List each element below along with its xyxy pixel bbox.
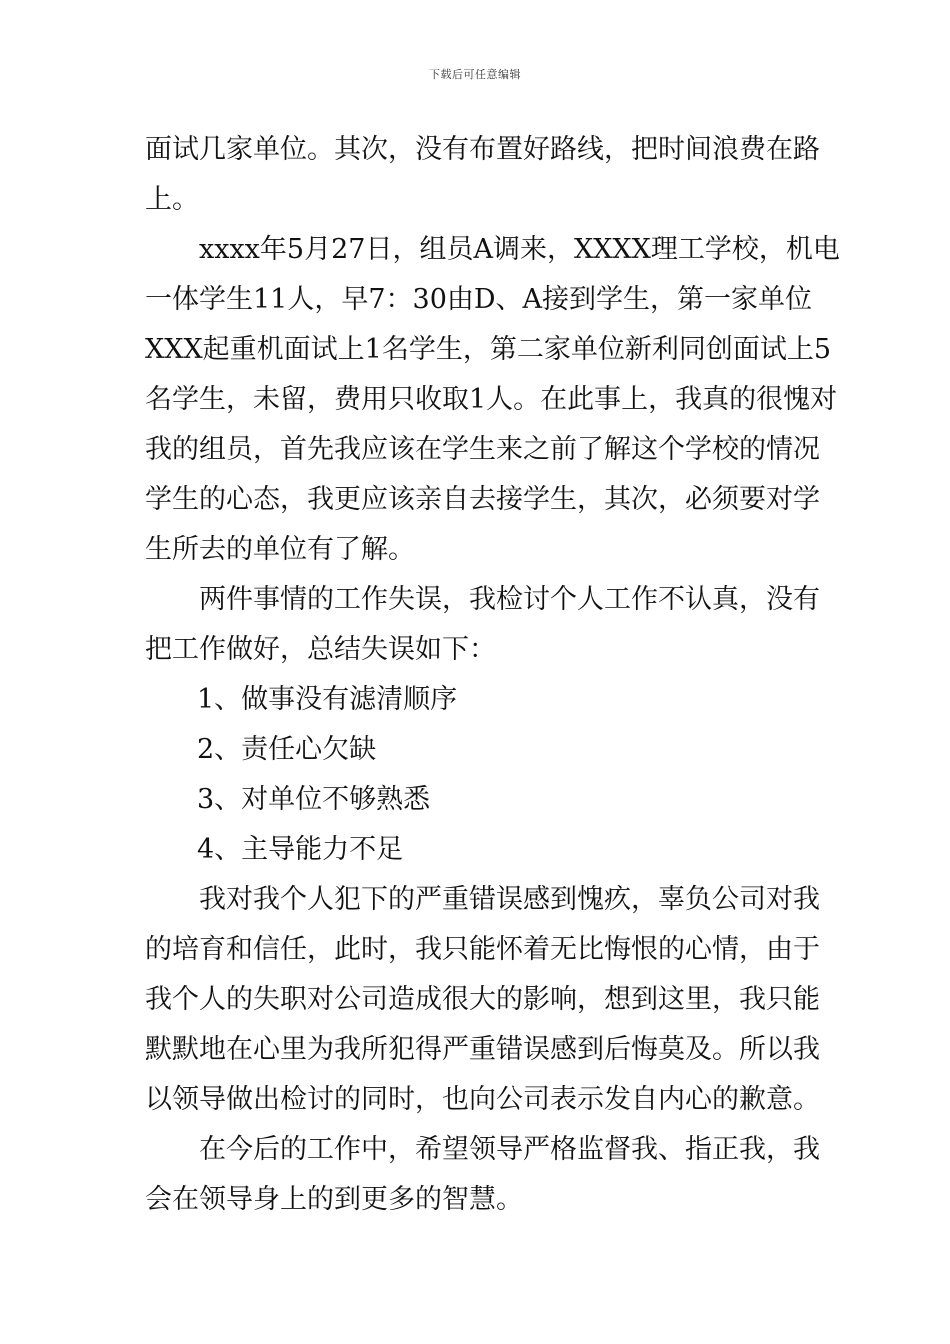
- page-header-note: 下载后可任意编辑: [429, 68, 521, 81]
- paragraph-1-line-1: 面试几家单位。其次，没有布置好路线，把时间浪费在路: [145, 134, 820, 165]
- paragraph-2-line-6: 学生的心态，我更应该亲自去接学生，其次，必须要对学: [145, 484, 820, 515]
- paragraph-1: [145, 125, 820, 225]
- paragraph-4-line-1: 我对我个人犯下的严重错误感到愧疚，辜负公司对我: [199, 884, 820, 915]
- paragraph-2-line-3: XXX起重机面试上1名学生，第二家单位新利同创面试上5: [145, 334, 832, 365]
- paragraph-5: [145, 1125, 820, 1225]
- paragraph-3: [145, 575, 820, 675]
- paragraph-2-line-5: 我的组员，首先我应该在学生来之前了解这个学校的情况: [145, 434, 820, 465]
- paragraph-2: [145, 225, 840, 575]
- paragraph-4-line-4: 默默地在心里为我所犯得严重错误感到后悔莫及。所以我: [145, 1034, 820, 1065]
- paragraph-5-line-2: 会在领导身上的到更多的智慧。: [145, 1184, 523, 1215]
- paragraph-2-line-4: 名学生，未留，费用只收取1人。在此事上，我真的很愧对: [145, 384, 838, 415]
- list-item-2: 2、责任心欠缺: [197, 734, 377, 765]
- document-body: [145, 125, 840, 1225]
- paragraph-4-line-5: 以领导做出检讨的同时，也向公司表示发自内心的歉意。: [145, 1084, 820, 1115]
- paragraph-4-line-2: 的培育和信任，此时，我只能怀着无比悔恨的心情，由于: [145, 934, 820, 965]
- list-item-1: 1、做事没有滤清顺序: [197, 684, 458, 715]
- paragraph-4: [145, 875, 820, 1125]
- paragraph-2-line-1: xxxx年5月27日，组员A调来，XXXX理工学校，机电: [199, 234, 840, 265]
- list-item-4: 4、主导能力不足: [197, 834, 404, 865]
- paragraph-5-line-1: 在今后的工作中，希望领导严格监督我、指正我，我: [199, 1134, 820, 1165]
- paragraph-3-line-2: 把工作做好，总结失误如下：: [145, 634, 496, 665]
- paragraph-2-line-7: 生所去的单位有了解。: [145, 534, 415, 565]
- list-item-3: 3、对单位不够熟悉: [197, 784, 431, 815]
- paragraph-2-line-2: 一体学生11人，早7：30由D、A接到学生，第一家单位: [145, 284, 813, 315]
- paragraph-3-line-1: 两件事情的工作失误，我检讨个人工作不认真，没有: [199, 584, 820, 615]
- paragraph-4-line-3: 我个人的失职对公司造成很大的影响，想到这里，我只能: [145, 984, 820, 1015]
- paragraph-1-line-2: 上。: [145, 184, 199, 215]
